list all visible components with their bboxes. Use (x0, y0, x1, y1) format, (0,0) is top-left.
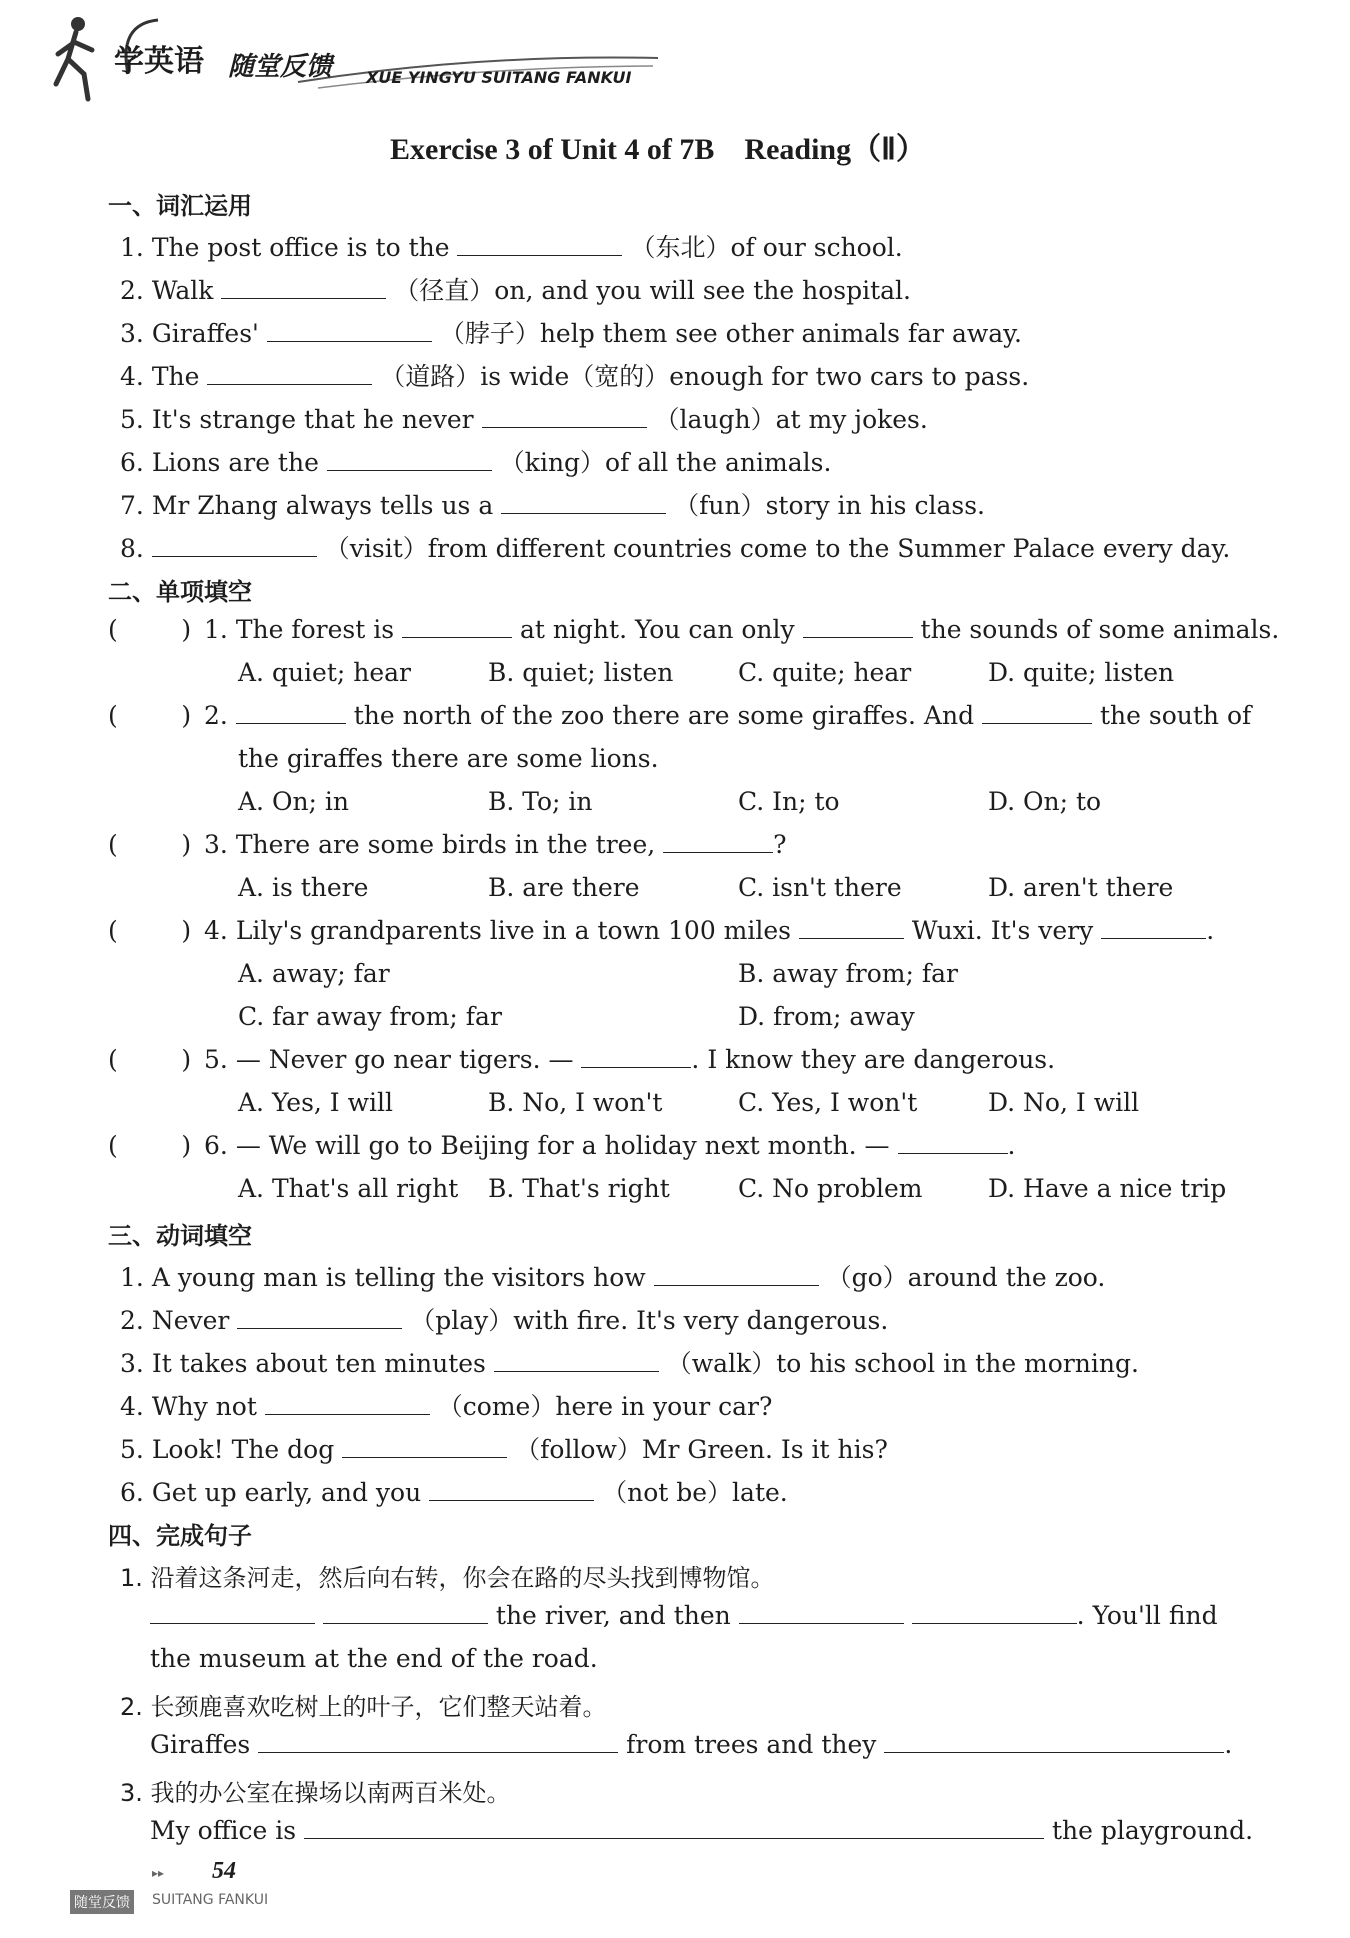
answer-blank[interactable] (982, 701, 1092, 724)
double-arrow-icon: ▸▸ (152, 1866, 165, 1880)
answer-blank[interactable] (457, 233, 622, 256)
brand-chinese-2: 随堂反馈 (228, 52, 333, 82)
mc-question-5: 5. — Never go near tigers. — . I know they are dangerous. (204, 1045, 1056, 1074)
header-logo (48, 14, 658, 104)
mc3-option-c[interactable]: C. isn't there (738, 873, 902, 902)
mc-question-6: 6. — We will go to Beijing for a holiday next month. — . (204, 1131, 1016, 1160)
answer-bracket-1[interactable]: ( ) (108, 615, 192, 644)
mc4-option-d[interactable]: D. from; away (738, 1002, 915, 1031)
answer-blank[interactable] (912, 1601, 1077, 1624)
brand-pinyin: XUE YINGYU SUITANG FANKUI (366, 68, 632, 87)
mc4-option-a[interactable]: A. away; far (238, 959, 390, 988)
verb-item-3: 3. It takes about ten minutes （walk）to his school in the morning. (120, 1349, 1139, 1378)
footer-tag: 随堂反馈 (70, 1890, 134, 1914)
answer-blank[interactable] (342, 1435, 507, 1458)
answer-bracket-2[interactable]: ( ) (108, 701, 192, 730)
mc4-option-c[interactable]: C. far away from; far (238, 1002, 502, 1031)
mc6-option-b[interactable]: B. That's right (488, 1174, 670, 1203)
mc2-option-a[interactable]: A. On; in (238, 787, 350, 816)
mc1-option-a[interactable]: A. quiet; hear (238, 658, 412, 687)
translation-prompt-3: 3. 我的办公室在操场以南两百米处。 (120, 1779, 511, 1807)
vocab-item-3: 3. Giraffes' （脖子）help them see other animals far away. (120, 319, 1022, 348)
answer-blank[interactable] (799, 916, 904, 939)
verb-item-6: 6. Get up early, and you （not be）late. (120, 1478, 788, 1507)
mc-question-3: 3. There are some birds in the tree, ? (204, 830, 787, 859)
vocab-item-6: 6. Lions are the （king）of all the animals. (120, 448, 832, 477)
answer-blank[interactable] (152, 534, 317, 557)
verb-item-5: 5. Look! The dog （follow）Mr Green. Is it his? (120, 1435, 888, 1464)
answer-blank[interactable] (207, 362, 372, 385)
mc5-option-a[interactable]: A. Yes, I will (238, 1088, 394, 1117)
translation-prompt-2: 2. 长颈鹿喜欢吃树上的叶子，它们整天站着。 (120, 1693, 607, 1721)
mc5-option-c[interactable]: C. Yes, I won't (738, 1088, 918, 1117)
mc-question-2-continued: the giraffes there are some lions. (238, 744, 659, 773)
mc5-option-b[interactable]: B. No, I won't (488, 1088, 663, 1117)
vocab-item-1: 1. The post office is to the （东北）of our school. (120, 233, 903, 262)
section-heading-complete-sentences: 四、完成句子 (108, 1522, 252, 1550)
answer-blank[interactable] (265, 1392, 430, 1415)
mc1-option-d[interactable]: D. quite; listen (988, 658, 1175, 687)
page-number: 54 (212, 1858, 236, 1884)
answer-blank[interactable] (898, 1131, 1008, 1154)
mc3-option-b[interactable]: B. are there (488, 873, 640, 902)
verb-item-1: 1. A young man is telling the visitors how （go）around the zoo. (120, 1263, 1106, 1292)
mc6-option-c[interactable]: C. No problem (738, 1174, 923, 1203)
answer-blank[interactable] (654, 1263, 819, 1286)
answer-blank[interactable] (402, 615, 512, 638)
answer-blank[interactable] (494, 1349, 659, 1372)
answer-bracket-5[interactable]: ( ) (108, 1045, 192, 1074)
mc2-option-b[interactable]: B. To; in (488, 787, 593, 816)
mc6-option-a[interactable]: A. That's all right (238, 1174, 459, 1203)
translation-answer-1-continued: the museum at the end of the road. (150, 1644, 598, 1673)
answer-blank[interactable] (803, 615, 913, 638)
mc3-option-d[interactable]: D. aren't there (988, 873, 1174, 902)
mc1-option-b[interactable]: B. quiet; listen (488, 658, 674, 687)
answer-blank[interactable] (884, 1730, 1224, 1753)
answer-bracket-6[interactable]: ( ) (108, 1131, 192, 1160)
mc1-option-c[interactable]: C. quite; hear (738, 658, 912, 687)
vocab-item-5: 5. It's strange that he never （laugh）at my jokes. (120, 405, 928, 434)
vocab-item-2: 2. Walk （径直）on, and you will see the hospital. (120, 276, 911, 305)
answer-blank[interactable] (221, 276, 386, 299)
answer-blank[interactable] (258, 1730, 618, 1753)
answer-blank[interactable] (304, 1816, 1044, 1839)
mc-question-2: 2. the north of the zoo there are some giraffes. And the south of (204, 701, 1252, 730)
section-heading-multiple-choice: 二、单项填空 (108, 578, 252, 606)
mc5-option-d[interactable]: D. No, I will (988, 1088, 1140, 1117)
answer-blank[interactable] (663, 830, 773, 853)
brand-chinese: 学英语 (114, 44, 204, 79)
answer-blank[interactable] (323, 1601, 488, 1624)
mc3-option-a[interactable]: A. is there (238, 873, 369, 902)
vocab-item-8: 8. （visit）from different countries come to the Summer Palace every day. (120, 534, 1231, 563)
answer-blank[interactable] (327, 448, 492, 471)
translation-prompt-1: 1. 沿着这条河走，然后向右转，你会在路的尽头找到博物馆。 (120, 1564, 775, 1592)
vocab-item-7: 7. Mr Zhang always tells us a （fun）story in his class. (120, 491, 985, 520)
mc2-option-c[interactable]: C. In; to (738, 787, 840, 816)
answer-blank[interactable] (236, 701, 346, 724)
answer-blank[interactable] (237, 1306, 402, 1329)
answer-blank[interactable] (1101, 916, 1206, 939)
answer-blank[interactable] (150, 1601, 315, 1624)
answer-blank[interactable] (581, 1045, 691, 1068)
answer-blank[interactable] (482, 405, 647, 428)
footer-pinyin: SUITANG FANKUI (152, 1892, 269, 1908)
mc4-option-b[interactable]: B. away from; far (738, 959, 958, 988)
answer-blank[interactable] (739, 1601, 904, 1624)
verb-item-2: 2. Never （play）with fire. It's very dangerous. (120, 1306, 889, 1335)
section-heading-verb-fill: 三、动词填空 (108, 1222, 252, 1250)
translation-answer-3: My office is the playground. (150, 1816, 1254, 1845)
mc-question-4: 4. Lily's grandparents live in a town 100 miles Wuxi. It's very . (204, 916, 1215, 945)
verb-item-4: 4. Why not （come）here in your car? (120, 1392, 773, 1421)
page-title: Exercise 3 of Unit 4 of 7B Reading（Ⅱ） (390, 133, 926, 166)
answer-bracket-3[interactable]: ( ) (108, 830, 192, 859)
vocab-item-4: 4. The （道路）is wide（宽的）enough for two cars to pass. (120, 362, 1030, 391)
answer-blank[interactable] (267, 319, 432, 342)
section-heading-vocabulary: 一、词汇运用 (108, 192, 252, 220)
mc6-option-d[interactable]: D. Have a nice trip (988, 1174, 1227, 1203)
mc-question-1: 1. The forest is at night. You can only the sounds of some animals. (204, 615, 1280, 644)
answer-blank[interactable] (501, 491, 666, 514)
translation-answer-1: the river, and then . You'll find (150, 1601, 1218, 1630)
answer-blank[interactable] (429, 1478, 594, 1501)
translation-answer-2: Giraffes from trees and they . (150, 1730, 1233, 1759)
mc2-option-d[interactable]: D. On; to (988, 787, 1102, 816)
answer-bracket-4[interactable]: ( ) (108, 916, 192, 945)
